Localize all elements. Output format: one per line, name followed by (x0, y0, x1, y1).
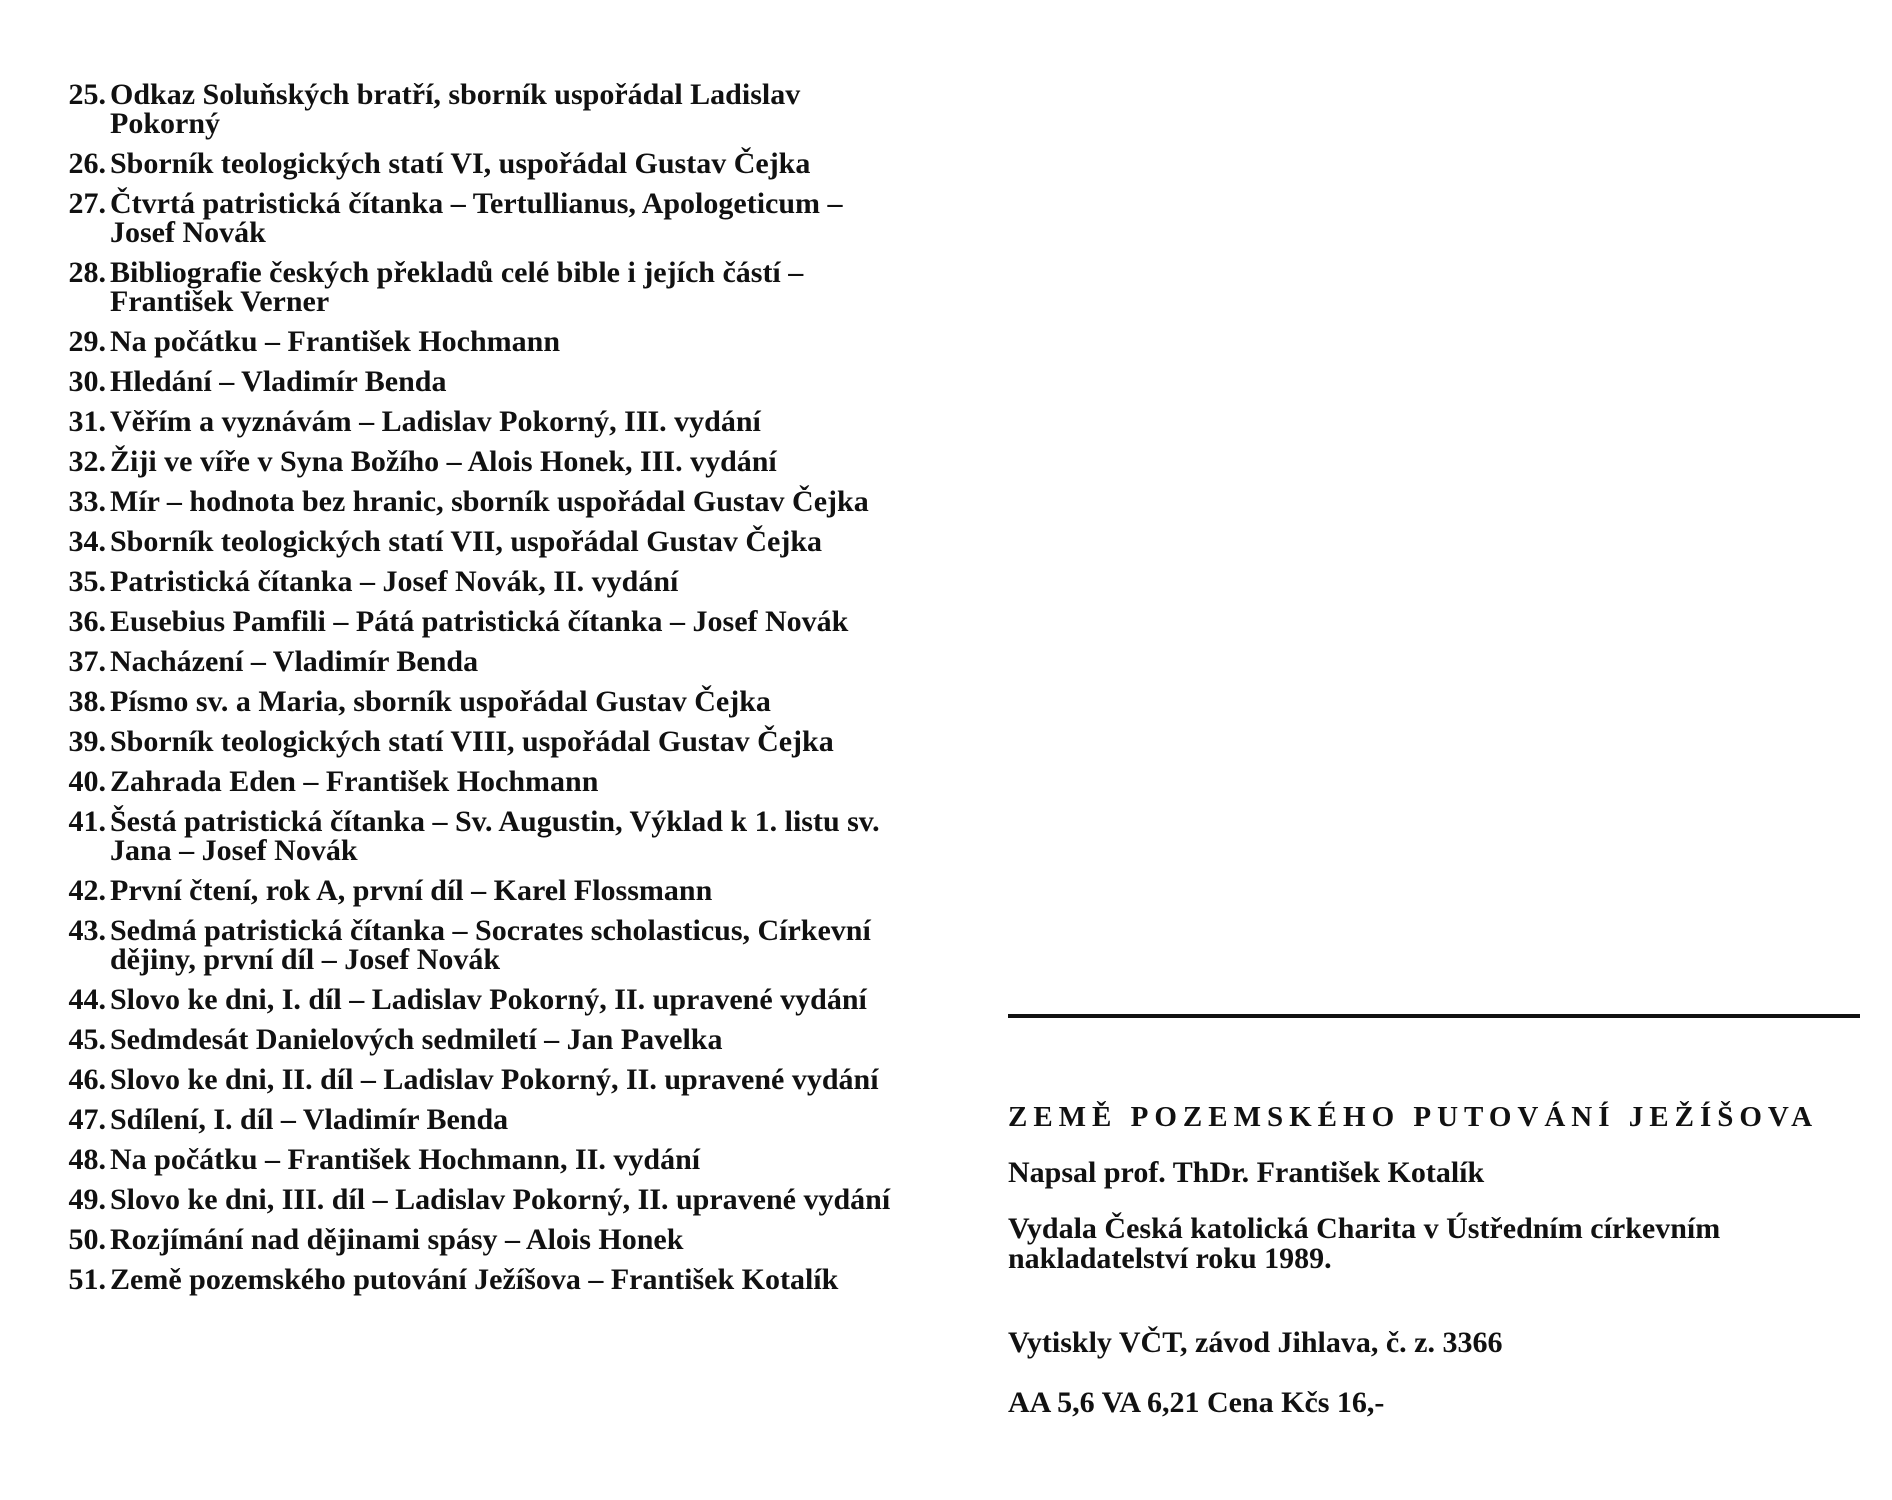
list-item (54, 567, 914, 596)
list-item-number: 30. (68, 365, 106, 398)
list-item-number: 36. (68, 605, 106, 638)
list-item-number: 51. (68, 1263, 106, 1296)
list-item-number: 31. (68, 405, 106, 438)
list-item-title: Sborník teologických statí VIII, uspořádal Gustav Čejka (110, 725, 834, 758)
list-item-title: Žiji ve víře v Syna Božího – Alois Honek, III. vydání (110, 445, 777, 478)
list-item-title: Slovo ke dni, II. díl – Ladislav Pokorný, II. upravené vydání (110, 1063, 879, 1096)
colophon (1008, 1094, 1868, 1418)
horizontal-rule (1008, 1014, 1860, 1018)
list-item-title: Slovo ke dni, I. díl – Ladislav Pokorný, II. upravené vydání (110, 983, 867, 1016)
list-item-title: Mír – hodnota bez hranic, sborník uspořádal Gustav Čejka (110, 485, 869, 518)
list-item-title: Na počátku – František Hochmann (110, 325, 561, 358)
list-item-number: 49. (68, 1183, 106, 1216)
list-item-title: Hledání – Vladimír Benda (110, 365, 447, 398)
list-item-number: 35. (68, 565, 106, 598)
list-item (54, 487, 914, 516)
list-item (54, 1225, 914, 1254)
list-item (54, 767, 914, 796)
list-item-number: 25. (68, 78, 106, 111)
list-item-title: Odkaz Soluňských bratří, sborník uspořádal Ladislav Pokorný (110, 78, 801, 140)
colophon-title: ZEMĚ POZEMSKÉHO PUTOVÁNÍ JEŽÍŠOVA (1008, 1101, 1819, 1133)
list-item (54, 80, 914, 138)
colophon-author: Napsal prof. ThDr. František Kotalík (1008, 1156, 1485, 1189)
list-item (54, 876, 914, 905)
list-item-number: 26. (68, 147, 106, 180)
list-item-number: 27. (68, 187, 106, 220)
list-item-number: 48. (68, 1143, 106, 1176)
list-item-number: 37. (68, 645, 106, 678)
colophon-price: AA 5,6 VA 6,21 Cena Kčs 16,- (1008, 1386, 1385, 1419)
list-item (54, 916, 914, 974)
list-item-number: 45. (68, 1023, 106, 1056)
list-item-number: 33. (68, 485, 106, 518)
list-item (54, 727, 914, 756)
list-item-number: 40. (68, 765, 106, 798)
list-item-title: Patristická čítanka – Josef Novák, II. vydání (110, 565, 679, 598)
list-item (54, 367, 914, 396)
list-item-title: Slovo ke dni, III. díl – Ladislav Pokorný, II. upravené vydání (110, 1183, 891, 1216)
list-item-number: 29. (68, 325, 106, 358)
list-item-number: 39. (68, 725, 106, 758)
list-item (54, 258, 914, 316)
list-item-title: Eusebius Pamfili – Pátá patristická čítanka – Josef Novák (110, 605, 849, 638)
list-item-title: Šestá patristická čítanka – Sv. Augustin, Výklad k 1. listu sv. Jana – Josef Novák (110, 805, 880, 867)
list-item-title: Sedmá patristická čítanka – Socrates scholasticus, Církevní dějiny, první díl – Josef Novák (110, 914, 871, 976)
list-item (54, 189, 914, 247)
list-item-number: 28. (68, 256, 106, 289)
list-item (54, 1265, 914, 1294)
list-item (54, 1145, 914, 1174)
list-item (54, 327, 914, 356)
list-item (54, 985, 914, 1014)
list-item-title: Sedmdesát Danielových sedmiletí – Jan Pavelka (110, 1023, 723, 1056)
list-item (54, 1185, 914, 1214)
list-item-title: Rozjímání nad dějinami spásy – Alois Honek (110, 1223, 684, 1256)
list-item (54, 447, 914, 476)
list-item (54, 407, 914, 436)
list-item (54, 149, 914, 178)
list-item-title: Sborník teologických statí VII, uspořádal Gustav Čejka (110, 525, 823, 558)
list-item-title: Bibliografie českých překladů celé bible i jejích částí – František Verner (110, 256, 804, 318)
list-item-title: Věřím a vyznávám – Ladislav Pokorný, III. vydání (110, 405, 761, 438)
list-item-number: 32. (68, 445, 106, 478)
list-item-title: Písmo sv. a Maria, sborník uspořádal Gustav Čejka (110, 685, 771, 718)
list-item-number: 50. (68, 1223, 106, 1256)
book-series-list (54, 80, 914, 1305)
list-item-title: První čtení, rok A, první díl – Karel Flossmann (110, 874, 713, 907)
list-item-title: Sdílení, I. díl – Vladimír Benda (110, 1103, 509, 1136)
list-item-title: Nacházení – Vladimír Benda (110, 645, 479, 678)
list-item-number: 43. (68, 914, 106, 947)
list-item (54, 527, 914, 556)
colophon-printer: Vytiskly VČT, závod Jihlava, č. z. 3366 (1008, 1326, 1503, 1359)
list-item-title: Sborník teologických statí VI, uspořádal Gustav Čejka (110, 147, 811, 180)
list-item-title: Čtvrtá patristická čítanka – Tertullianus, Apologeticum – Josef Novák (110, 187, 843, 249)
list-item-number: 47. (68, 1103, 106, 1136)
list-item (54, 1025, 914, 1054)
list-item-number: 41. (68, 805, 106, 838)
list-item-number: 44. (68, 983, 106, 1016)
list-item-title: Na počátku – František Hochmann, II. vydání (110, 1143, 701, 1176)
list-item-number: 38. (68, 685, 106, 718)
list-item-title: Zahrada Eden – František Hochmann (110, 765, 599, 798)
list-item (54, 1065, 914, 1094)
list-item (54, 607, 914, 636)
list-item (54, 1105, 914, 1134)
colophon-publisher: Vydala Česká katolická Charita v Ústředním církevním nakladatelství roku 1989. (1008, 1212, 1721, 1275)
list-item-number: 46. (68, 1063, 106, 1096)
list-item (54, 647, 914, 676)
list-item (54, 687, 914, 716)
list-item-title: Země pozemského putování Ježíšova – František Kotalík (110, 1263, 839, 1296)
list-item-number: 34. (68, 525, 106, 558)
list-item (54, 807, 914, 865)
list-item-number: 42. (68, 874, 106, 907)
